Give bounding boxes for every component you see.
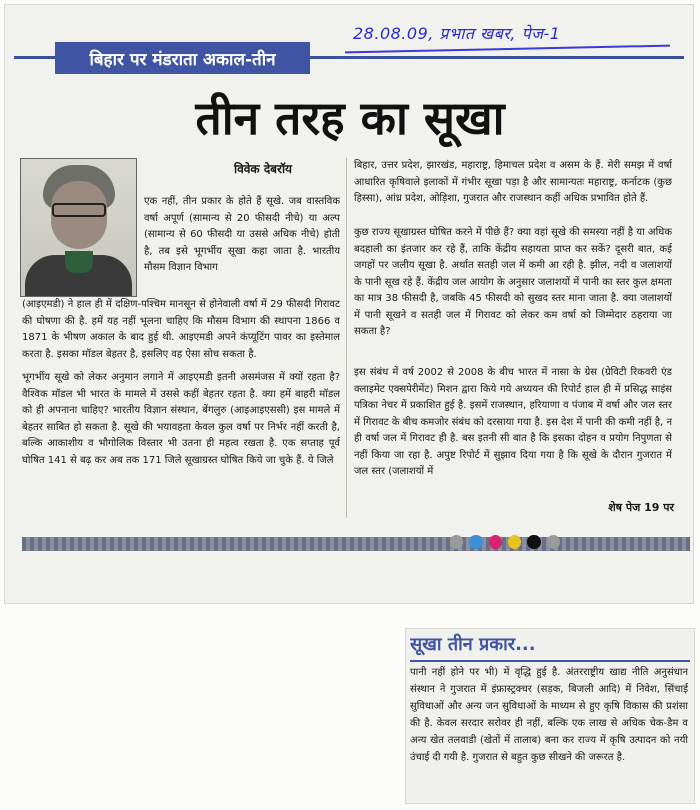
continuation-text: पानी नहीं होने पर भी) में वृद्धि हुई है. अंतरराष्ट्रीय खाद्य नीति अनुसंधान संस्थान ने गुजरात में इंफ्रास्ट्रक्चर (सड़क, बिजली आदि) में निवेश, सिंचाई सुविधाओं और अन्य जन सुविधाओं के माध्यम से हुए कृषि विकास की प्रशंसा की है. केवल सरदार सरोवर ही नहीं, बल्कि एक लाख से अधिक चेक-डैम व अन्य खेत तलवाडी (खेतों में तालाब) बना कर राज्य में कृषि उत्पादन को नयी उंचाई दी गयी है. गुजरात से बहुत कुछ सीखने की जरूरत है. <box>410 667 688 763</box>
continuation-rule <box>410 660 690 662</box>
registration-dot <box>527 535 540 549</box>
paragraph-col1-imd: (आइएमडी) ने हाल ही में दक्षिण-पश्चिम मानसून से होनेवाली वर्षा में 29 फीसदी गिरावट की घोषणा की है. हमें यह नहीं भूलना चाहिए कि मौसम विभाग की स्थापना 1866 व 1871 के भीषण अकाल के बाद हुई थी. आइएमडी अपने कंप्यूटिंग पावर का इस्तेमाल करता है. इसका मॉडल बेहतर है, इसलिए वह ऐसा सोच सकता है. <box>22 299 340 360</box>
registration-dot <box>489 535 502 549</box>
continued-on-page-note: शेष पेज 19 पर <box>560 500 674 518</box>
byline: विवेक देबरॉय <box>233 162 293 176</box>
registration-dot <box>450 535 463 549</box>
column-divider <box>346 158 347 518</box>
registration-dot <box>469 535 482 549</box>
registration-dot <box>508 535 521 549</box>
headline: तीन तरह का सूखा <box>195 91 505 145</box>
paragraph-col1-intro: एक नहीं, तीन प्रकार के होते हैं सूखे. जब वास्तविक वर्षा अपूर्ण (सामान्य से 20 फीसदी नीचे) या अल्प (सामान्य से 60 फीसदी या उससे अधिक नीचे) होती है, तब इसे भूगर्भीय सूखा कहा जाता है. भारतीय मौसम विज्ञान विभाग <box>144 196 340 273</box>
continuation-heading: सूखा तीन प्रकार... <box>410 634 536 655</box>
photo-collar <box>65 251 93 273</box>
paragraph-col2-states: बिहार, उत्तर प्रदेश, झारखंड, महाराष्ट्र, हिमाचल प्रदेश व असम के हैं. मेरी समझ में वर्षा आधारित कृषिवाले इलाकों में गंभीर सूखा पड़ा है और सामान्यतः महाराष्ट्र, कर्नाटक (कुछ हिस्सा), आंध्र प्रदेश, ओड़िशा, गुजरात और राजस्थान कहीं अधिक प्रभावित होते हैं. <box>354 160 672 204</box>
registration-dots <box>450 533 560 551</box>
handwritten-source-note: 28.08.09, प्रभात खबर, पेज-1 <box>353 24 561 43</box>
paragraph-col1-model: भूगर्भीय सूखे को लेकर अनुमान लगाने में आइएमडी इतनी असमंजस में क्यों रहता है? वैश्विक मॉडल भी भारत के मामले में उससे कहीं बेहतर रहता है. क्या हमें बाहरी मॉडल को ही अपनाना चाहिए? भारतीय विज्ञान संस्थान, बेंगलुरु (आइआइएससी) इस मामले में बेहतर साबित हो सकता है. सूखे की भयावहता केवल कुल वर्षा पर निर्भर नहीं करती है, बल्कि आकाशीय व भौगोलिक विस्तार भी उतना ही महत्व रखता है. एक सप्ताह पूर्व घोषित 141 से बढ़ कर अब तक 171 जिले सूखाग्रस्त घोषित किये जा चुके हैं. ये जिले <box>22 372 340 466</box>
photo-glasses <box>52 203 106 217</box>
author-photo <box>20 158 137 297</box>
paragraph-col2-hydrological: कुछ राज्य सूखाग्रस्त घोषित करने में पीछे हैं? क्या वहां सूखे की समस्या नहीं है या अधिक बदहाली का इंतजार कर रहे हैं, ताकि केंद्रीय सहायता प्राप्त कर सकें? दूसरी बात, कई जगहों पर जलीय सूखा है. अर्थात सतही जल में कमी आ रही है. झील, नदी व जलाशयों के पानी सूख रहे हैं. केंद्रीय जल आयोग के अनुसार जलाशयों में पानी का स्तर कुल क्षमता का मात्र 38 फीसदी है, जबकि 45 फीसदी को सुखद स्तर माना जाता है. क्या जलाशयों में पानी सूखने व सतही जल में गिरावट को लेकर कम वर्षा को जिम्मेदार ठहराया जा सकता है? <box>354 227 672 337</box>
registration-dot <box>547 535 560 549</box>
bottom-rule <box>22 537 690 551</box>
paragraph-col2-nasa: इस संबंध में वर्ष 2002 से 2008 के बीच भारत में नासा के ग्रेस (ग्रेविटी रिकवरी एंड क्लाइमेट एक्सपेरीमेंट) मिशन द्वारा किये गये अध्ययन की रिपोर्ट हाल ही में प्रसिद्ध साइंस पत्रिका नेचर में प्रकाशित हुई है. इसमें राजस्थान, हरियाणा व पंजाब में वर्षा और जल स्तर में गिरावट के बीच कमजोर संबंध को दरसाया गया है. इस देश में पानी की कमी नहीं है, न ही वर्षा जल में गिरावट ही है. बस इतनी सी बात है कि इसका दोहन व प्रयोग निपुणता से नहीं किया जा रहा है. अपुष्ट रिपोर्ट में सुझाव दिया गया है कि सूखे के दौरान गुजरात में जल स्तर (जलाशयों में <box>354 367 672 477</box>
series-tag: बिहार पर मंडराता अकाल-तीन <box>55 42 310 74</box>
